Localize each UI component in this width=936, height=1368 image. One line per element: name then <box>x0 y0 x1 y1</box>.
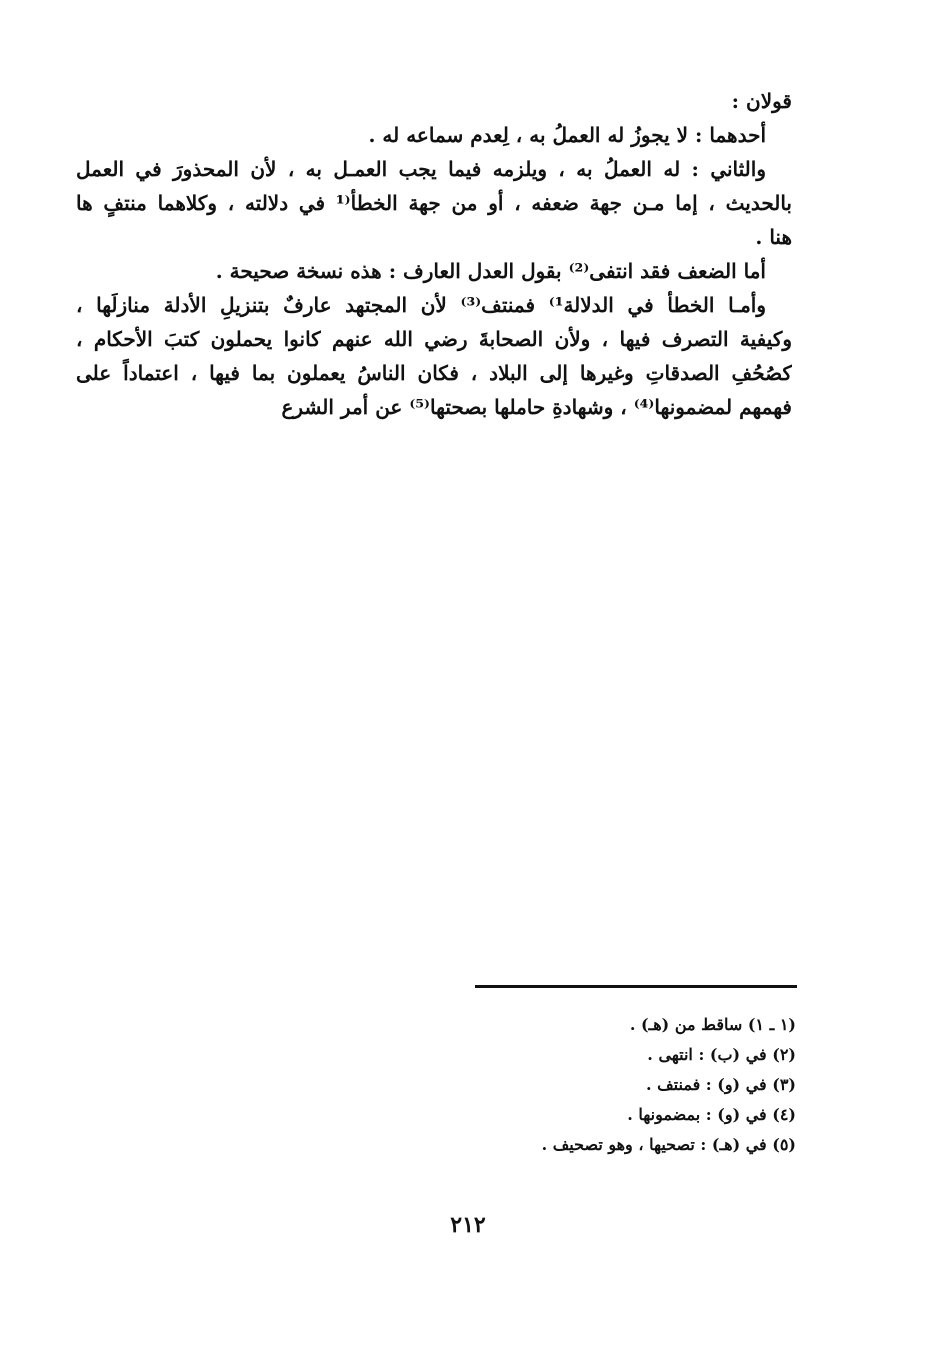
text-line: أحدهما : لا يجوزُ له العملُ به ، لِعدم سماعه له . <box>368 123 766 147</box>
page-number: ٢١٢ <box>450 1212 486 1238</box>
text-line: فهمهم لمضمونها⁽⁴⁾ ، وشهادةِ حاملها بصحتها⁽⁵⁾ عن أمر الشرع <box>281 395 792 419</box>
text-line: هنا . <box>755 225 792 249</box>
footnote: (٢) في (ب) : انتهى . <box>647 1045 796 1064</box>
main-text <box>76 84 792 424</box>
footnote: (٣) في (و) : فمنتف . <box>645 1075 796 1094</box>
text-line: قولان : <box>731 89 792 113</box>
footnote: (٥) في (هـ) : تصحيها ، وهو تصحيف . <box>541 1135 796 1154</box>
text-line: وكيفية التصرف فيها ، ولأن الصحابةَ رضي الله عنهم كانوا يحملون كتبَ الأحكام ، <box>76 327 792 351</box>
text-line: بالحديث ، إما مـن جهة ضعفه ، أو من جهة الخطأ⁽¹ في دلالته ، وكلاهما منتفٍ ها <box>76 191 792 215</box>
footnote-divider <box>475 985 797 988</box>
footnote: (٤) في (و) : بمضمونها . <box>627 1105 796 1124</box>
text-line: وأمـا الخطأ في الدلالة¹⁾ فمنتف⁽³⁾ لأن المجتهد عارفٌ بتنزيلِ الأدلة منازلَها ، <box>76 293 766 317</box>
text-line: أما الضعف فقد انتفى⁽²⁾ بقول العدل العارف : هذه نسخة صحيحة . <box>215 259 766 283</box>
footnotes <box>420 1010 796 1160</box>
text-line: والثاني : له العملُ به ، ويلزمه فيما يجب العمـل به ، لأن المحذورَ في العمل <box>76 157 766 181</box>
footnote: (١ ـ ١) ساقط من (هـ) . <box>629 1015 796 1034</box>
text-line: كصُحُفِ الصدقاتِ وغيرها إلى البلاد ، فكان الناسُ يعملون بما فيها ، اعتماداً على <box>76 361 792 385</box>
